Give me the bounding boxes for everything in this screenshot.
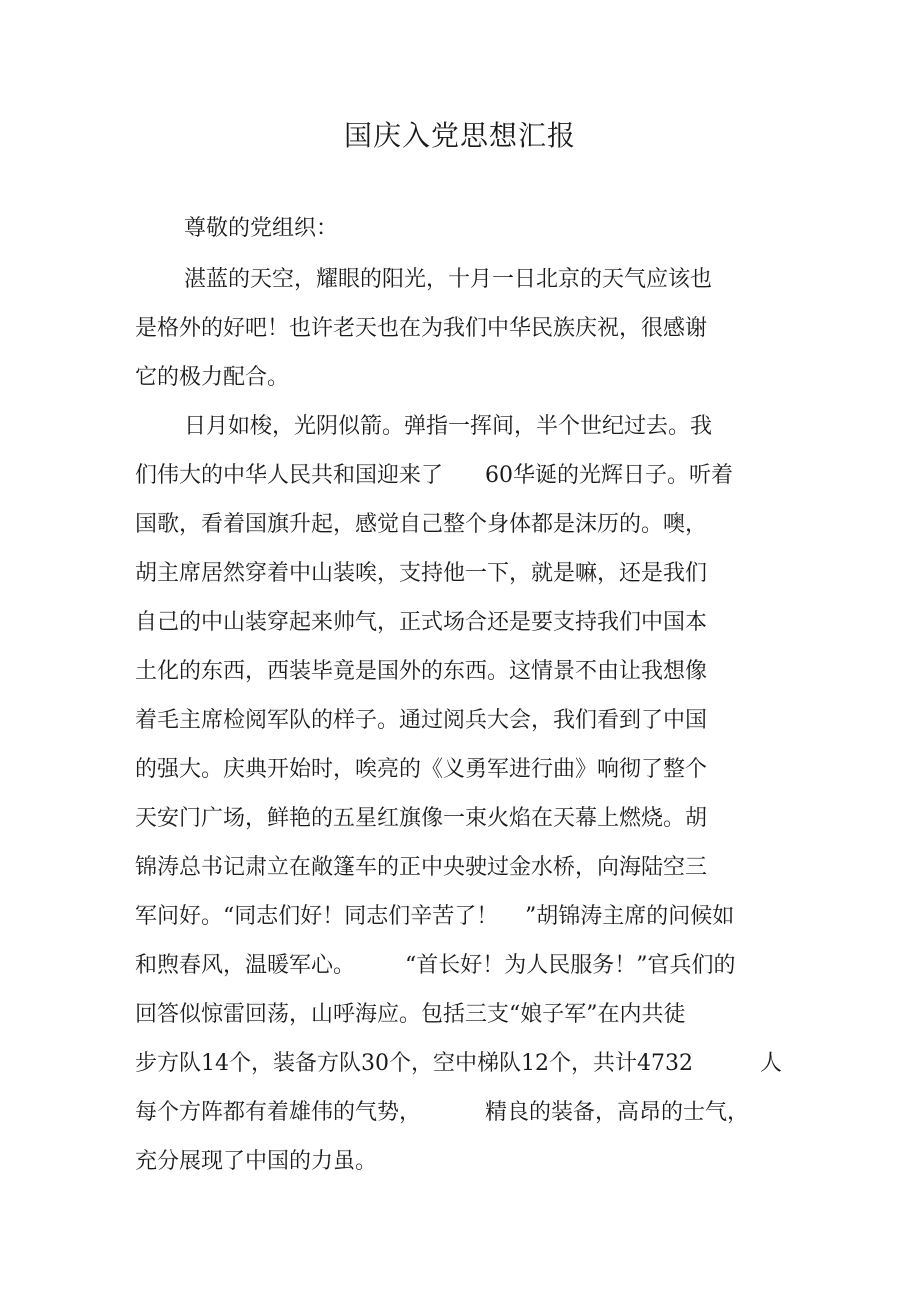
paragraph2-line14 (135, 1049, 783, 1079)
paragraph2-line9: 天安门广场，鲜艳的五星红旗像一束火焰在天幕上燃烧。胡 (135, 806, 708, 831)
paragraph2-line11-part2: ”胡锦涛主席的问候如 (525, 904, 735, 929)
paragraph2-line15-part2: 精良的装备，高昂的士气， (485, 1100, 750, 1125)
paragraph2-line13: 回答似惊雷回荡，山呼海应。包括三支“娘子军”在内共徒 (135, 1002, 686, 1027)
paragraph2-line5: 自己的中山装穿起来帅气，正式场合还是要支持我们中国本 (135, 610, 708, 635)
paragraph2-line3: 国歌，看着国旗升起，感觉自己整个身体都是沫历的。噢， (135, 512, 708, 537)
paragraph2-line16: 充分展现了中国的力虽。 (135, 1149, 378, 1174)
paragraph1-line1: 湛蓝的天空，耀眼的阳光，十月一日北京的天气应该也 (184, 267, 713, 292)
paragraph2-line2-part1: 们伟大的中华人民共和国迎来了 (135, 463, 444, 488)
salutation: 尊敬的党组织： (184, 216, 339, 241)
paragraph2-line15 (135, 1098, 750, 1128)
paragraph2-line6: 土化的东西，西装毕竟是国外的东西。这情景不由让我想像 (135, 659, 708, 684)
paragraph2-line12 (135, 951, 736, 981)
paragraph2-line7: 着毛主席检阅军队的样子。通过阅兵大会，我们看到了中国 (135, 708, 708, 733)
paragraph2-line4: 胡主席居然穿着中山装唉，支持他一下，就是嘛，还是我们 (135, 561, 708, 586)
paragraph2-line12-part2: “首长好！为人民服务！”官兵们的 (405, 953, 736, 978)
paragraph2-line10: 锦涛总书记肃立在敞篷车的正中央驶过金水桥，向海陆空三 (135, 855, 708, 880)
paragraph2-line1: 日月如梭，光阴似箭。弹指一挥间，半个世纪过去。我 (184, 414, 713, 439)
paragraph1-line3: 它的极力配合。 (135, 365, 290, 390)
paragraph2-line14-part1: 步方队14个，装备方队30个，空中梯队12个，共计4732 (135, 1051, 693, 1076)
paragraph2-line2 (135, 461, 733, 491)
paragraph2-line11 (135, 902, 735, 932)
paragraph2-line14-part2: 人 (760, 1051, 783, 1076)
paragraph2-line2-part2: 60华诞的光辉日子。听着 (485, 463, 733, 488)
paragraph2-line8: 的强大。庆典开始时，唉亮的《义勇军进行曲》响彻了整个 (135, 757, 708, 782)
paragraph1-line2: 是格外的好吧！也许老天也在为我们中华民族庆祝，很感谢 (135, 316, 708, 341)
paragraph2-line15-part1: 每个方阵都有着雄伟的气势， (135, 1100, 422, 1125)
paragraph2-line11-part1: 军问好。“同志们好！同志们辛苦了！ (135, 904, 499, 929)
document-title: 国庆入党思想汇报 (343, 119, 576, 152)
paragraph2-line12-part1: 和煦春风，温暖军心。 (135, 953, 356, 978)
